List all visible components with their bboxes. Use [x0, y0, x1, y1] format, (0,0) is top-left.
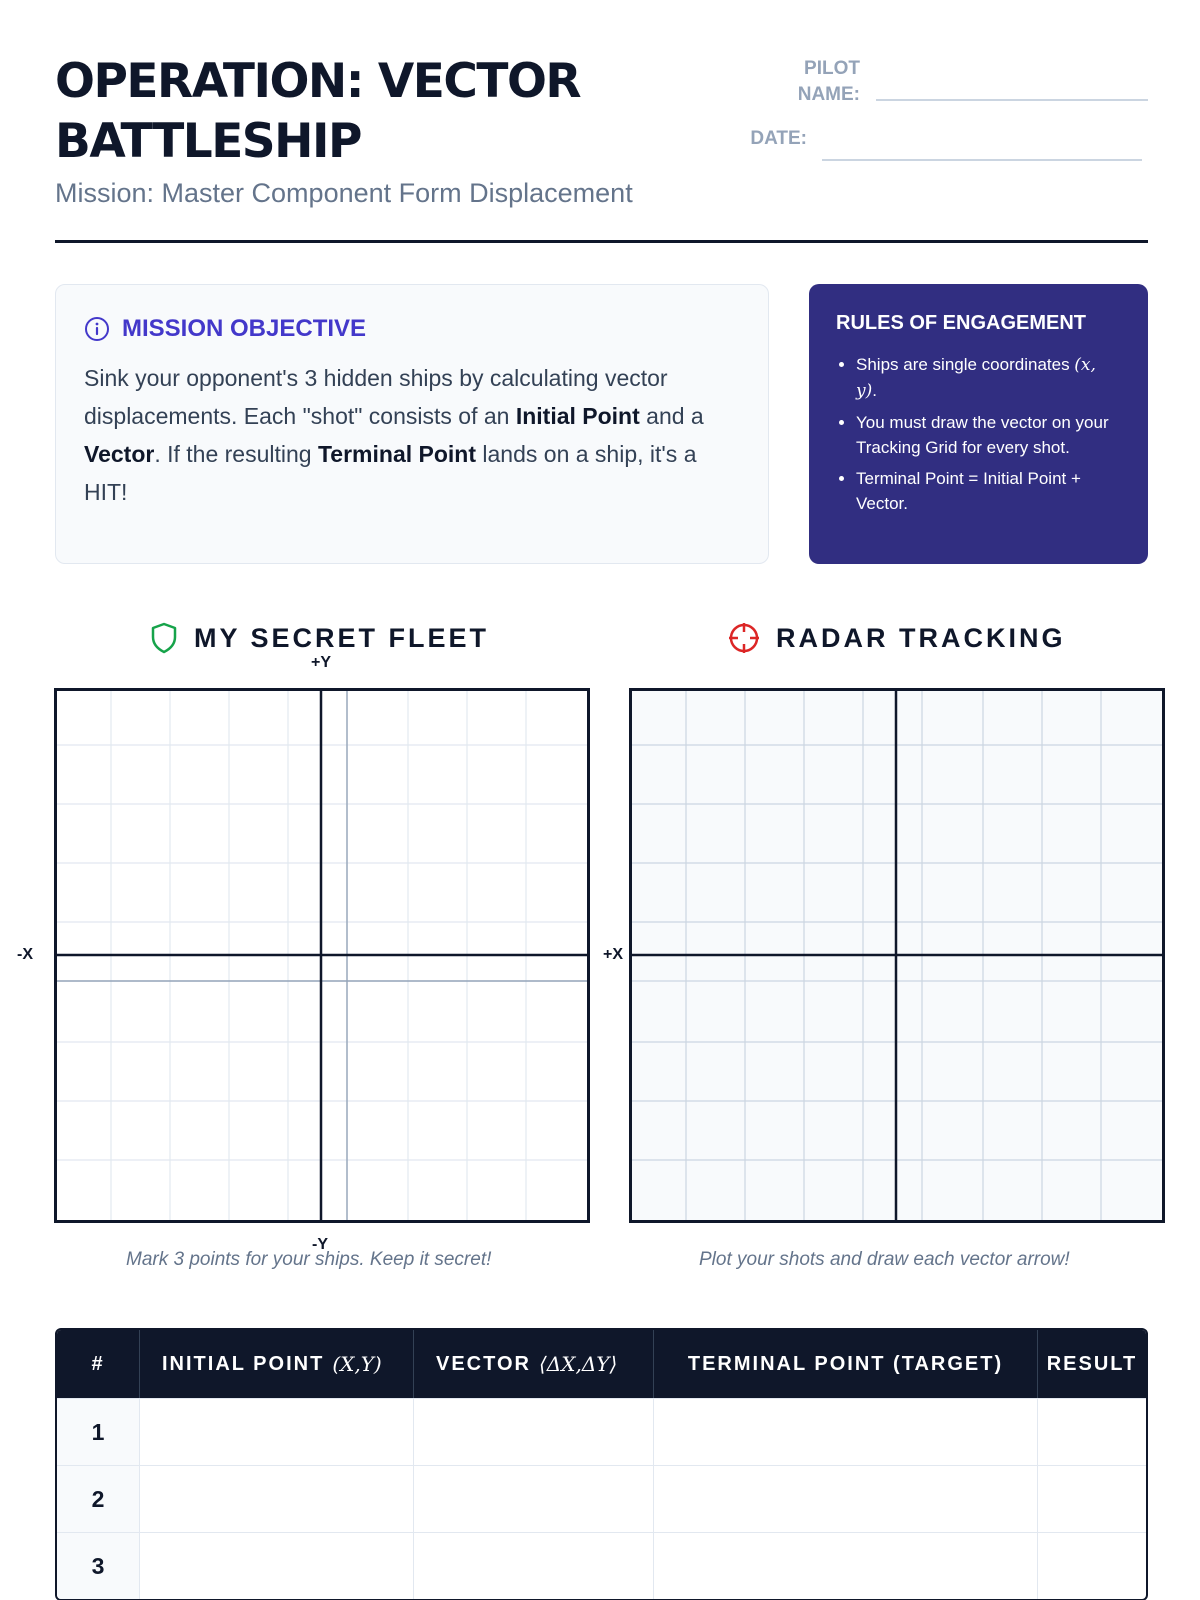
row-number: 3 [57, 1533, 140, 1599]
header-divider [55, 240, 1148, 243]
row-number: 2 [57, 1466, 140, 1532]
cell-terminal-point[interactable] [654, 1399, 1038, 1465]
title-line-1: OPERATION: VECTOR [55, 54, 581, 109]
cell-result[interactable] [1038, 1399, 1146, 1465]
table-header [57, 1330, 1146, 1398]
rules-list [856, 352, 1118, 522]
rules-heading: RULES OF ENGAGEMENT [836, 312, 1087, 334]
cell-terminal-point[interactable] [654, 1533, 1038, 1599]
col-header-initial: INITIAL POINT (X,Y) [140, 1330, 414, 1398]
axis-label-neg-y: -Y [312, 1236, 328, 1253]
col-header-terminal: TERMINAL POINT (TARGET) [654, 1330, 1038, 1398]
title-line-2: BATTLESHIP [55, 114, 361, 169]
axis-label-pos-x: +X [603, 946, 624, 963]
cell-vector[interactable] [414, 1399, 654, 1465]
fleet-grid[interactable] [54, 688, 590, 1223]
cell-terminal-point[interactable] [654, 1466, 1038, 1532]
pilot-name-field[interactable] [876, 99, 1148, 101]
cell-initial-point[interactable] [140, 1533, 414, 1599]
date-label: DATE: [750, 128, 807, 149]
axis-label-neg-x: -X [17, 946, 33, 963]
rules-of-engagement-panel [809, 284, 1148, 564]
radar-title: RADAR TRACKING [728, 622, 1065, 654]
cell-vector[interactable] [414, 1533, 654, 1599]
info-icon [84, 316, 110, 342]
page-subtitle: Mission: Master Component Form Displacement [55, 178, 633, 208]
page-title [55, 52, 695, 172]
pilot-name-label: PILOT NAME: [797, 58, 860, 105]
mission-objective-panel [55, 284, 769, 564]
shot-log-table [55, 1328, 1148, 1600]
radar-grid[interactable] [629, 688, 1165, 1223]
rule-item: • Terminal Point = Initial Point + Vector. [856, 466, 1118, 516]
cell-initial-point[interactable] [140, 1466, 414, 1532]
crosshair-icon [728, 622, 760, 654]
mission-objective-text: Sink your opponent's 3 hidden ships by calculating vector displacements. Each "shot" consists of an Initial Point and a Vector. If the resulting Terminal Point lands on a ship, it's a HIT! [84, 365, 704, 505]
shield-icon [150, 622, 178, 654]
date-field[interactable] [822, 159, 1142, 161]
fleet-title: MY SECRET FLEET [150, 622, 489, 654]
table-row [57, 1465, 1146, 1532]
col-header-num: # [57, 1330, 140, 1398]
cell-result[interactable] [1038, 1466, 1146, 1532]
mission-objective-heading: MISSION OBJECTIVE [122, 315, 367, 342]
cell-vector[interactable] [414, 1466, 654, 1532]
col-header-vector: VECTOR ⟨ΔX,ΔY⟩ [414, 1330, 654, 1398]
cell-result[interactable] [1038, 1533, 1146, 1599]
radar-caption: Plot your shots and draw each vector arrow! [699, 1249, 1070, 1270]
rule-item: • You must draw the vector on your Tracking Grid for every shot. [856, 410, 1118, 460]
table-row [57, 1398, 1146, 1465]
cell-initial-point[interactable] [140, 1399, 414, 1465]
axis-label-pos-y: +Y [311, 654, 332, 671]
fleet-caption: Mark 3 points for your ships. Keep it secret! [126, 1249, 492, 1270]
rule-item: • Ships are single coordinates (x, y). [856, 352, 1118, 404]
table-row [57, 1532, 1146, 1599]
col-header-result: RESULT [1046, 1352, 1138, 1375]
row-number: 1 [57, 1399, 140, 1465]
